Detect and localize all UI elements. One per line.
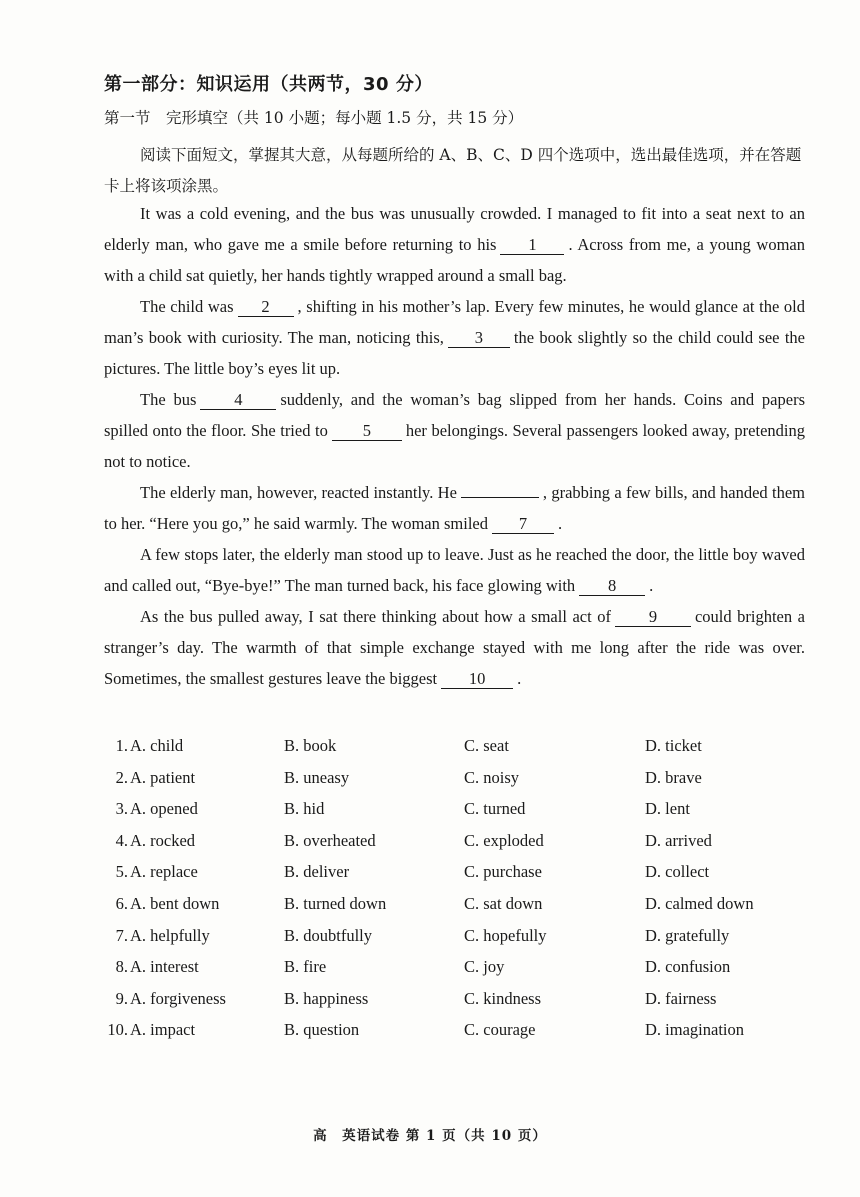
- paragraph-2: [104, 291, 805, 384]
- option-c: C. turned: [464, 799, 526, 819]
- option-row-7: [92, 926, 812, 958]
- option-a: A. patient: [130, 767, 196, 787]
- option-row-8: [92, 957, 812, 989]
- option-b: B. turned down: [284, 893, 387, 913]
- blank-5: 5: [332, 422, 402, 441]
- text: .: [557, 514, 563, 533]
- question-number: 8.: [115, 957, 128, 977]
- text: It was a cold evening, and the bus was unusually crowded. I managed to fit into a seat next to an elderly man, who gave me a smile before returning to his: [104, 204, 805, 254]
- option-c: C. courage: [464, 1020, 536, 1040]
- blank-9: 9: [615, 608, 691, 627]
- question-number: 4.: [115, 830, 128, 850]
- question-number: 1.: [115, 736, 128, 755]
- blank-8: 8: [579, 577, 645, 596]
- blank-4: 4: [200, 391, 276, 410]
- option-c: C. seat: [464, 736, 509, 755]
- option-d: D. arrived: [645, 830, 712, 850]
- question-number: 6.: [115, 893, 128, 913]
- text: A few stops later, the elderly man stood up to leave. Just as he reached the door, the little boy waved and called out, “Bye-bye!” The man turned back, his face glowing with: [104, 545, 805, 595]
- blank-1: 1: [500, 236, 564, 255]
- option-d: D. imagination: [645, 1020, 744, 1040]
- option-a: A. opened: [130, 799, 198, 819]
- text: .: [649, 576, 654, 595]
- paragraph-5: [104, 539, 805, 601]
- blank-10: 10: [441, 670, 513, 689]
- text: her belongings. Several passengers looked away, pretending not to notice.: [104, 421, 805, 471]
- text: the book slightly so the child could see the pictures. The little boy’s eyes lit up.: [104, 328, 805, 378]
- option-a: A. replace: [130, 862, 198, 882]
- paragraph-4: [104, 477, 805, 539]
- option-d: D. gratefully: [645, 925, 730, 945]
- part-title: 第一部分：知识运用（共两节，30 分）: [104, 74, 433, 95]
- option-d: D. brave: [645, 767, 702, 787]
- question-number: 7.: [115, 925, 128, 945]
- option-c: C. noisy: [464, 767, 520, 787]
- option-a: A. helpfully: [130, 925, 210, 945]
- text: suddenly, and the woman’s bag slipped from her hands. Coins and papers spilled onto the floor. She tried to: [104, 390, 805, 440]
- text: The bus: [140, 390, 197, 409]
- page-footer: 高 英语试卷 第 1 页（共 10 页）: [313, 1128, 547, 1144]
- option-d: D. confusion: [645, 957, 731, 977]
- option-d: D. lent: [645, 799, 690, 819]
- option-b: B. overheated: [284, 830, 376, 850]
- option-a: A. rocked: [130, 830, 196, 850]
- option-c: C. joy: [464, 957, 505, 977]
- blank-3: 3: [448, 329, 510, 348]
- option-a: A. forgiveness: [130, 988, 226, 1008]
- question-number: 9.: [115, 988, 128, 1008]
- option-row-5: [92, 862, 812, 894]
- option-row-9: [92, 989, 812, 1021]
- paragraph-6: [104, 601, 805, 694]
- option-row-3: [92, 799, 812, 831]
- blank-7: 7: [492, 515, 554, 534]
- option-a: A. impact: [130, 1020, 196, 1040]
- option-row-4: [92, 831, 812, 863]
- question-number: 5.: [115, 862, 128, 882]
- option-b: B. hid: [284, 799, 325, 819]
- option-b: B. happiness: [284, 988, 369, 1008]
- text: The child was: [140, 297, 234, 316]
- blank-6: [461, 497, 539, 498]
- option-b: B. doubtfully: [284, 925, 373, 945]
- option-d: D. ticket: [645, 736, 702, 755]
- text: .: [517, 669, 522, 688]
- option-b: B. question: [284, 1020, 360, 1040]
- text: , shifting in his mother’s lap. Every few minutes, he would glance at the old man’s book with curiosity. The man, noticing this,: [104, 297, 805, 347]
- option-c: C. kindness: [464, 988, 542, 1008]
- option-row-6: [92, 894, 812, 926]
- option-d: D. fairness: [645, 988, 717, 1008]
- option-a: A. interest: [130, 957, 199, 977]
- blank-2: 2: [238, 298, 294, 317]
- option-c: C. hopefully: [464, 925, 547, 945]
- text: could brighten a stranger’s day. The warmth of that simple exchange stayed with me long after the ride was over. Sometimes, the smallest gestures leave the biggest: [104, 607, 805, 688]
- question-number: 10.: [107, 1020, 128, 1040]
- option-d: D. calmed down: [645, 893, 754, 913]
- paragraph-3: [104, 384, 805, 477]
- text: . Across from me, a young woman with a child sat quietly, her hands tightly wrapped around a small bag.: [104, 235, 806, 285]
- option-b: B. fire: [284, 957, 327, 977]
- option-d: D. collect: [645, 862, 710, 882]
- question-number: 2.: [115, 767, 128, 787]
- section-title: 第一节 完形填空（共 10 小题；每小题 1.5 分，共 15 分）: [104, 109, 524, 127]
- answer-options: [92, 736, 812, 1052]
- paragraph-1: [104, 198, 805, 291]
- option-b: B. book: [284, 736, 337, 755]
- cloze-passage: [104, 198, 805, 694]
- text: As the bus pulled away, I sat there thinking about how a small act of: [140, 607, 611, 626]
- option-row-1: [92, 736, 812, 768]
- option-c: C. purchase: [464, 862, 542, 882]
- question-number: 3.: [115, 799, 128, 819]
- option-b: B. deliver: [284, 862, 350, 882]
- option-c: C. exploded: [464, 830, 544, 850]
- option-a: A. bent down: [130, 893, 220, 913]
- text: The elderly man, however, reacted instantly. He: [140, 483, 457, 502]
- option-c: C. sat down: [464, 893, 543, 913]
- instructions: 阅读下面短文，掌握其大意，从每题所给的 A、B、C、D 四个选项中，选出最佳选项，并在答题卡上将该项涂黑。: [104, 146, 802, 195]
- option-b: B. uneasy: [284, 767, 350, 787]
- option-a: A. child: [130, 736, 184, 755]
- text: , grabbing a few bills, and handed them to her. “Here you go,” he said warmly. The woman smiled: [104, 483, 805, 533]
- option-row-10: [92, 1020, 812, 1052]
- option-row-2: [92, 768, 812, 800]
